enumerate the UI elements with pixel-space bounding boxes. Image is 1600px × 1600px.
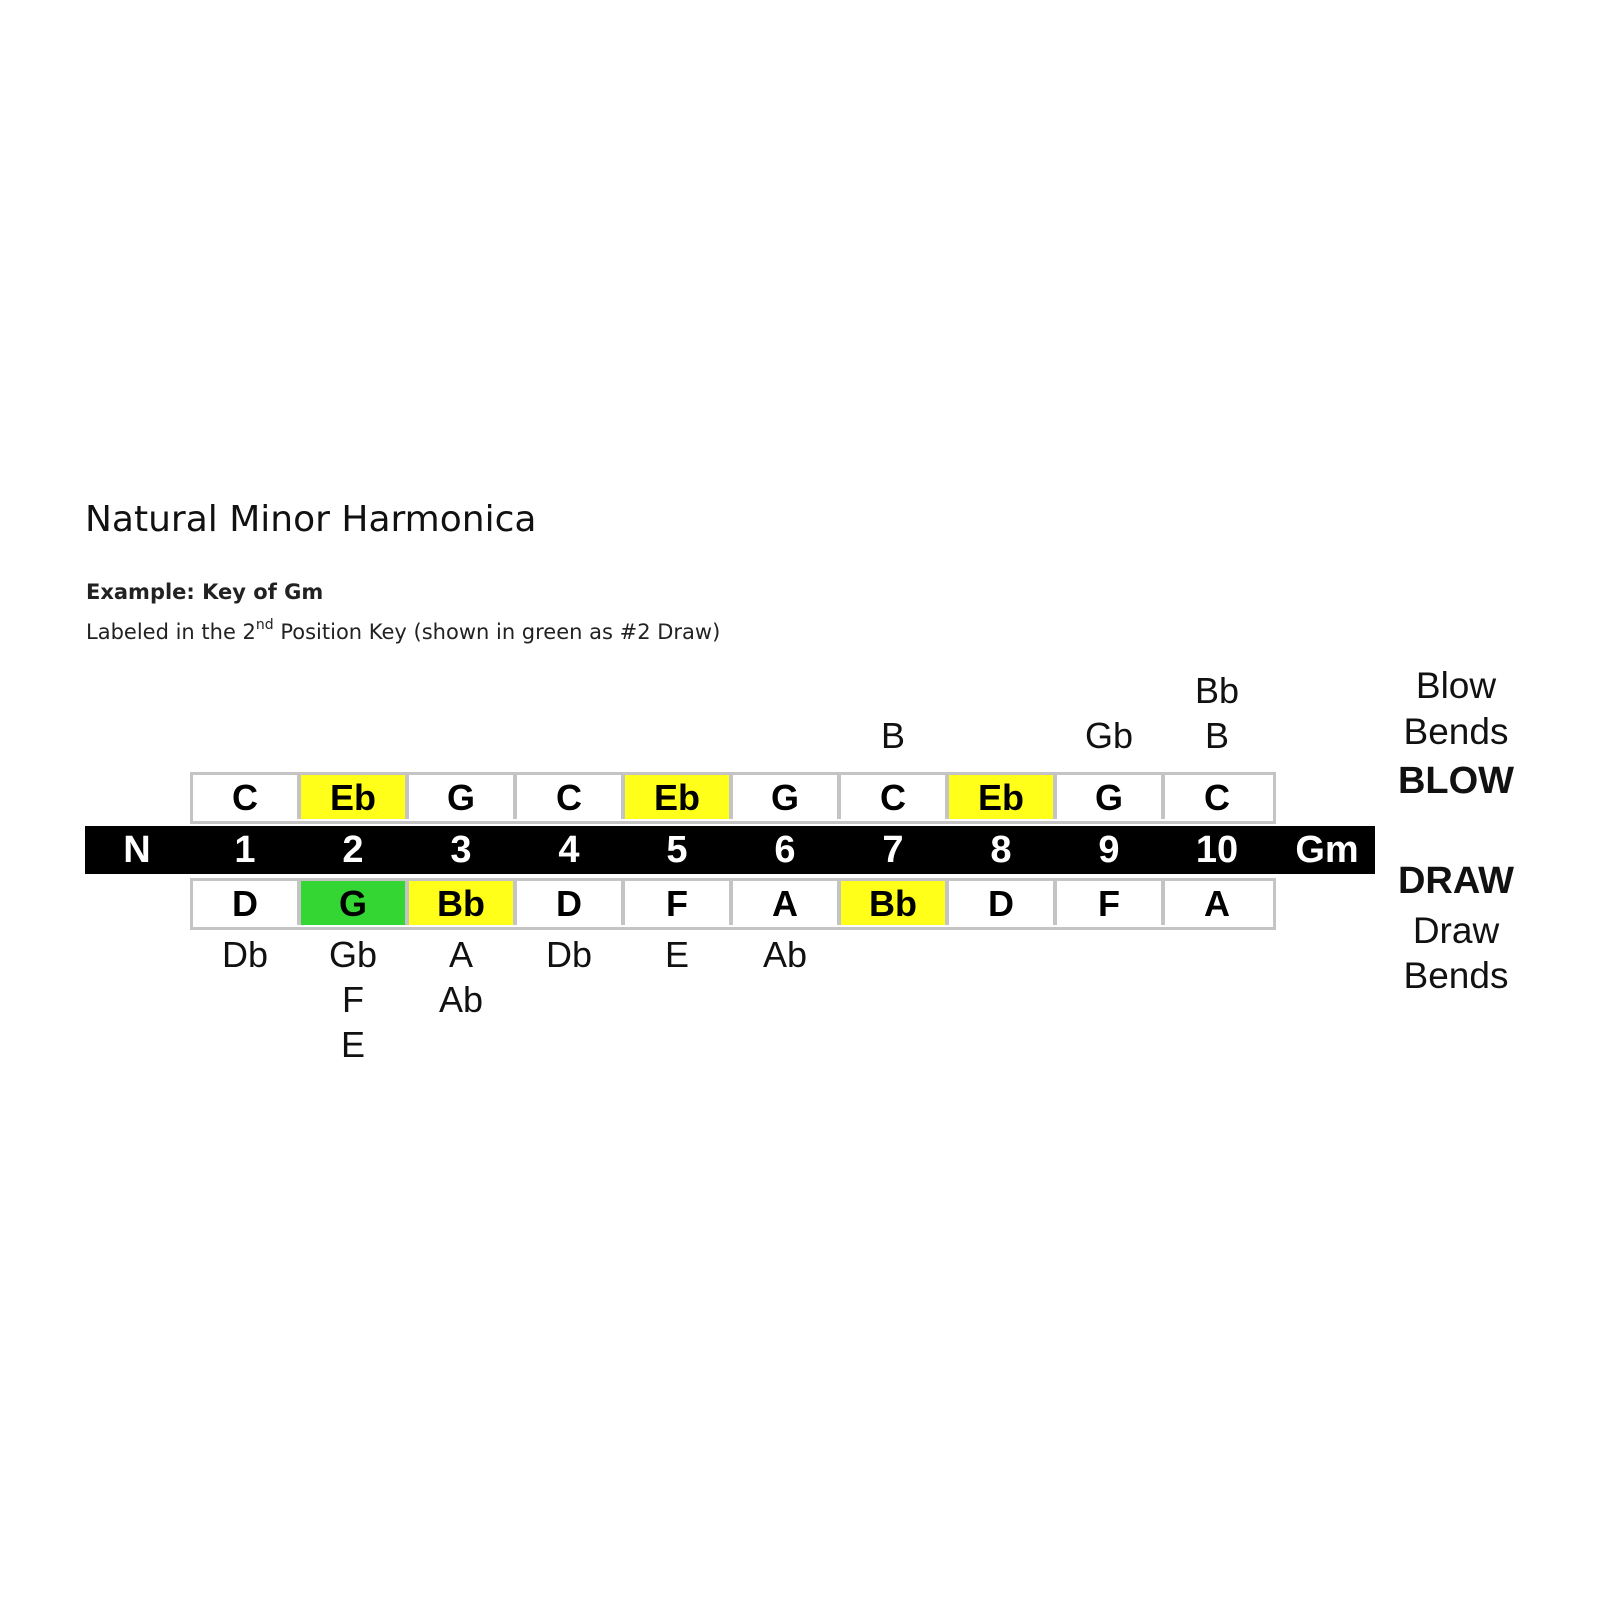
blow-note-6: G bbox=[770, 777, 799, 818]
blow-note-9: G bbox=[1094, 777, 1123, 818]
draw-bends-label-line1: Draw bbox=[1412, 910, 1500, 951]
page-title: Natural Minor Harmonica bbox=[85, 499, 537, 540]
blow-note-2: Eb bbox=[329, 777, 376, 818]
hole-number-7: 7 bbox=[882, 828, 904, 871]
draw-bend-hole-5-1: E bbox=[664, 934, 689, 975]
position-note-superscript: nd bbox=[255, 617, 274, 633]
hole-number-5: 5 bbox=[666, 828, 688, 871]
hole-number-9: 9 bbox=[1098, 828, 1120, 871]
blow-row-label: BLOW bbox=[1397, 760, 1515, 802]
hole-bar-key-label: Gm bbox=[1295, 828, 1359, 871]
draw-note-4: D bbox=[556, 883, 582, 924]
draw-note-6: A bbox=[772, 883, 798, 924]
blow-bends-label-line1: Blow bbox=[1415, 665, 1497, 706]
draw-note-3: Bb bbox=[437, 883, 485, 924]
blow-note-10: C bbox=[1204, 777, 1230, 818]
blow-note-8: Eb bbox=[977, 777, 1024, 818]
blow-bend-hole-7-1: B bbox=[880, 715, 905, 756]
draw-bend-hole-2-1: Gb bbox=[328, 934, 378, 975]
draw-bend-hole-2-3: E bbox=[340, 1024, 365, 1065]
position-note-before: Labeled in the 2 bbox=[86, 620, 256, 644]
draw-note-9: F bbox=[1098, 883, 1120, 924]
hole-number-3: 3 bbox=[450, 828, 472, 871]
blow-note-5: Eb bbox=[653, 777, 700, 818]
hole-number-4: 4 bbox=[558, 828, 580, 871]
draw-bends-label-line2: Bends bbox=[1403, 955, 1509, 996]
draw-bend-hole-2-2: F bbox=[342, 979, 364, 1020]
draw-bend-hole-3-1: A bbox=[448, 934, 473, 975]
draw-note-10: A bbox=[1204, 883, 1230, 924]
hole-bar-left-label: N bbox=[123, 828, 151, 871]
hole-number-8: 8 bbox=[990, 828, 1012, 871]
blow-bends-label-line2: Bends bbox=[1403, 711, 1509, 752]
hole-number-1: 1 bbox=[234, 828, 256, 871]
blow-bend-hole-10-2: B bbox=[1204, 715, 1229, 756]
blow-note-7: C bbox=[880, 777, 906, 818]
position-note-after: Position Key (shown in green as #2 Draw) bbox=[273, 620, 721, 644]
draw-bend-hole-4-1: Db bbox=[545, 934, 593, 975]
draw-note-5: F bbox=[666, 883, 688, 924]
hole-number-10: 10 bbox=[1195, 828, 1239, 871]
blow-bend-hole-10-1: Bb bbox=[1194, 670, 1240, 711]
blow-note-3: G bbox=[446, 777, 475, 818]
blow-note-4: C bbox=[556, 777, 582, 818]
blow-note-1: C bbox=[232, 777, 258, 818]
blow-bend-hole-9-1: Gb bbox=[1084, 715, 1134, 756]
draw-row-label: DRAW bbox=[1397, 860, 1515, 902]
draw-bend-hole-1-1: Db bbox=[221, 934, 269, 975]
draw-bend-hole-3-2: Ab bbox=[438, 979, 484, 1020]
draw-note-2: G bbox=[338, 883, 367, 924]
hole-number-6: 6 bbox=[774, 828, 796, 871]
hole-number-2: 2 bbox=[342, 828, 364, 871]
position-note bbox=[86, 617, 721, 644]
draw-note-8: D bbox=[988, 883, 1014, 924]
draw-note-7: Bb bbox=[869, 883, 917, 924]
draw-note-1: D bbox=[232, 883, 258, 924]
page-subtitle: Example: Key of Gm bbox=[86, 580, 324, 604]
draw-bend-hole-6-1: Ab bbox=[762, 934, 808, 975]
